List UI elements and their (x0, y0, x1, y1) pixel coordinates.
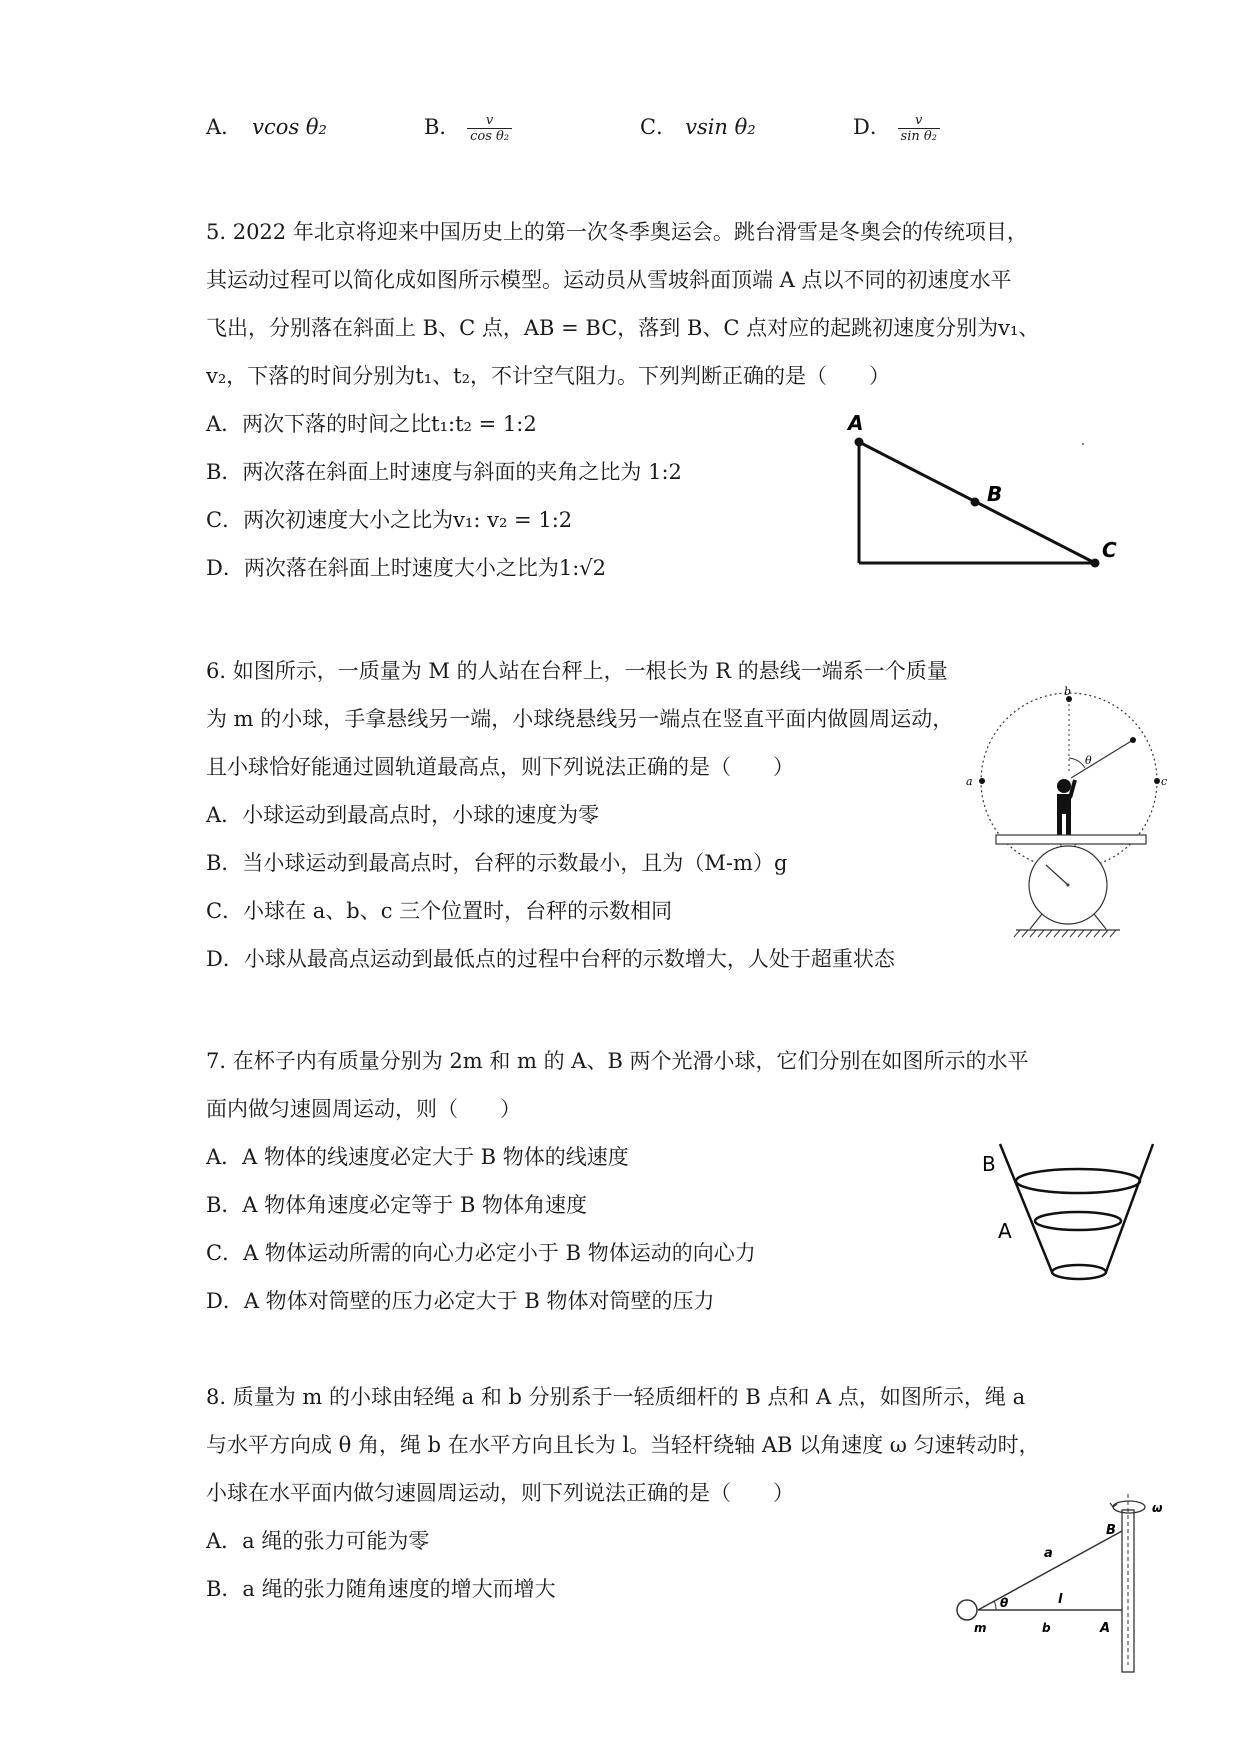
q5-stem-line-1: 5. 2022 年北京将迎来中国历史上的第一次冬季奥运会。跳台滑雪是冬奥会的传统项目， (206, 220, 1028, 244)
q5-stem-line-2: 其运动过程可以简化成如图所示模型。运动员从雪坡斜面顶端 A 点以不同的初速度水平 (206, 268, 1012, 292)
q6-label-c: c (1161, 775, 1168, 788)
q7-option-a: A．A 物体的线速度必定大于 B 物体的线速度 (206, 1145, 629, 1169)
q6-ball-a (979, 778, 985, 784)
q8-option-b: B．a 绳的张力随角速度的增大而增大 (206, 1577, 556, 1601)
q6-angle-arc (1069, 758, 1085, 768)
q6-stem-line-3: 且小球恰好能通过圆轨道最高点，则下列说法正确的是（ ） (206, 755, 794, 779)
q4-option-a: A． vcos θ₂ (206, 115, 327, 139)
q6-option-b: B．当小球运动到最高点时，台秤的示数最小，且为（M-m）g (206, 851, 788, 875)
q8-label-rope-b: b (1042, 1621, 1051, 1635)
q8-rod-figure (950, 1490, 1180, 1690)
q7-cone-right-wall (1106, 1144, 1153, 1272)
q6-scale-figure (966, 685, 1168, 958)
q6-scale-leg-left (1030, 914, 1042, 929)
q5-point-c (1091, 559, 1100, 568)
q6-ball (1130, 737, 1136, 743)
q8-option-a: A．a 绳的张力可能为零 (206, 1529, 430, 1553)
q7-option-c: C．A 物体运动所需的向心力必定小于 B 物体运动的向心力 (206, 1241, 756, 1265)
q6-stem-line-2: 为 m 的小球，手拿悬线另一端，小球绕悬线另一端点在竖直平面内做圆周运动， (206, 707, 954, 731)
q8-label-a-point: A (1100, 1621, 1111, 1636)
q5-option-a: A．两次下落的时间之比t₁:t₂ = 1:2 (206, 412, 537, 436)
q8-ball (957, 1600, 977, 1620)
q6-scale-platform (996, 835, 1146, 844)
q6-stem-line-1: 6. 如图所示，一质量为 M 的人站在台秤上，一根长为 R 的悬线一端系一个质量 (206, 659, 948, 683)
q8-stem-line-1: 8. 质量为 m 的小球由轻绳 a 和 b 分别系于一轻质细杆的 B 点和 A 点，如图所示，绳 a (206, 1385, 1026, 1409)
q7-orbit-a (1035, 1212, 1121, 1230)
q6-option-c: C．小球在 a、b、c 三个位置时，台秤的示数相同 (206, 899, 673, 923)
q6-ball-c (1154, 778, 1160, 784)
q5-stray-dot (1082, 443, 1084, 445)
q5-option-d: D．两次落在斜面上时速度大小之比为1:√2 (206, 556, 607, 580)
q7-orbit-b (1016, 1169, 1140, 1193)
q7-stem-line-1: 7. 在杯子内有质量分别为 2m 和 m 的 A、B 两个光滑小球，它们分别在如图所示的水平 (206, 1049, 1029, 1073)
q7-cone-left-wall (1000, 1144, 1052, 1272)
q8-label-m: m (974, 1621, 987, 1635)
q8-label-b-point: B (1106, 1523, 1116, 1538)
q7-stem-line-2: 面内做匀速圆周运动，则（ ） (206, 1097, 521, 1121)
q7-cone-bottom (1052, 1265, 1106, 1279)
q6-option-d: D．小球从最高点运动到最低点的过程中台秤的示数增大，人处于超重状态 (206, 947, 895, 971)
q7-option-b: B．A 物体角速度必定等于 B 物体角速度 (206, 1193, 588, 1217)
q5-label-a: A (848, 411, 864, 435)
q6-person (1057, 779, 1075, 835)
q5-stem-line-4: v₂，下落的时间分别为t₁、t₂，不计空气阻力。下列判断正确的是（ ） (206, 364, 890, 388)
q7-label-a: A (998, 1219, 1012, 1243)
q6-label-a: a (966, 775, 973, 788)
q6-string (1071, 740, 1133, 778)
q7-option-d: D．A 物体对筒壁的压力必定大于 B 物体对筒壁的压力 (206, 1289, 715, 1313)
q5-label-c: C (1102, 538, 1117, 562)
q6-scale-leg-right (1094, 914, 1106, 929)
q5-point-b (971, 498, 980, 507)
q4-option-c: C． vsin θ₂ (640, 115, 756, 139)
q8-label-rope-a: a (1044, 1546, 1053, 1561)
q8-angle-arc (994, 1601, 996, 1610)
q6-label-b: b (1064, 685, 1072, 698)
q5-slope-figure (840, 405, 1140, 585)
q5-point-a (855, 438, 864, 447)
q8-stem-line-2: 与水平方向成 θ 角，绳 b 在水平方向且长为 l。当轻杆绕轴 AB 以角速度 ω 匀速转动时， (206, 1433, 1040, 1457)
q6-option-a: A．小球运动到最高点时，小球的速度为零 (206, 803, 600, 827)
q8-stem-line-3: 小球在水平面内做匀速圆周运动，则下列说法正确的是（ ） (206, 1481, 794, 1505)
q8-label-omega: ω (1152, 1501, 1163, 1515)
q4-option-b-fraction: $\frac{v}{\text{cos θ₂}}$ (467, 113, 512, 144)
q8-label-theta: θ (1000, 1596, 1009, 1610)
q5-label-b: B (987, 482, 1003, 506)
q8-label-l: l (1058, 1592, 1063, 1607)
q7-label-b: B (982, 1152, 996, 1176)
q4-option-d-fraction: $\frac{v}{\text{sin θ₂}}$ (898, 113, 940, 144)
q7-cone-figure (980, 1140, 1160, 1320)
q6-label-theta: θ (1085, 754, 1092, 767)
q8-rotation-arrow (1113, 1501, 1145, 1513)
q4-option-b: B． $\frac{v}{\text{cos θ₂}}$ (424, 112, 512, 144)
q8-rod (1122, 1510, 1134, 1672)
q4-option-d: D． $\frac{v}{\text{sin θ₂}}$ (853, 112, 940, 144)
q5-stem-line-3: 飞出，分别落在斜面上 B、C 点，AB = BC，落到 B、C 点对应的起跳初速度分别为v₁、 (206, 316, 1040, 340)
q5-option-c: C．两次初速度大小之比为v₁: v₂ = 1:2 (206, 508, 573, 532)
q5-option-b: B．两次落在斜面上时速度与斜面的夹角之比为 1:2 (206, 460, 682, 484)
q6-ground-hatch (1014, 930, 1116, 937)
